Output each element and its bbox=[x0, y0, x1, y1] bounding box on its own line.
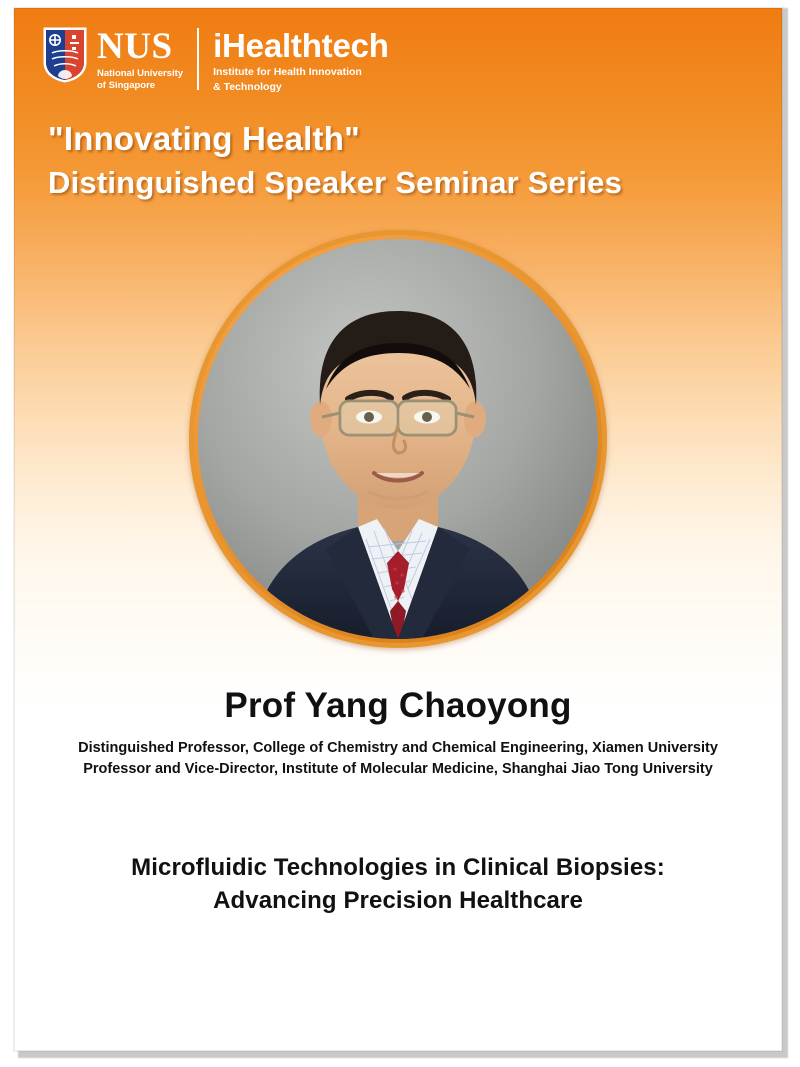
logo-divider bbox=[197, 28, 199, 90]
nus-wordmark bbox=[97, 26, 183, 92]
nus-fullname-line2: of Singapore bbox=[97, 80, 156, 91]
series-title-line1: "Innovating Health" bbox=[48, 120, 360, 157]
header-logo-bar bbox=[42, 26, 389, 94]
speaker-portrait-frame bbox=[189, 230, 607, 648]
poster-canvas bbox=[14, 8, 782, 1051]
seminar-series-title bbox=[48, 120, 748, 202]
affiliation-line-2: Professor and Vice-Director, Institute of Molecular Medicine, Shanghai Jiao Tong University bbox=[83, 761, 713, 777]
institute-sub-line1: Institute for Health Innovation bbox=[213, 66, 362, 78]
talk-title-line-2: Advancing Precision Healthcare bbox=[213, 887, 583, 914]
institute-sub-line2: & Technology bbox=[213, 81, 282, 93]
ihealthtech-wordmark bbox=[213, 26, 389, 94]
nus-crest-icon bbox=[42, 26, 88, 84]
institute-name: iHealthtech bbox=[213, 27, 389, 64]
talk-title bbox=[14, 851, 782, 917]
portrait-illustration bbox=[198, 239, 598, 639]
speaker-affiliations bbox=[14, 738, 782, 780]
nus-fullname-line1: National University bbox=[97, 68, 184, 79]
affiliation-line-1: Distinguished Professor, College of Chemistry and Chemical Engineering, Xiamen University bbox=[78, 740, 718, 756]
series-title-line2: Distinguished Speaker Seminar Series bbox=[48, 165, 623, 200]
speaker-name: Prof Yang Chaoyong bbox=[224, 686, 572, 725]
nus-abbrev: NUS bbox=[97, 26, 173, 67]
talk-title-line-1: Microfluidic Technologies in Clinical Biopsies: bbox=[131, 854, 665, 881]
speaker-portrait bbox=[198, 239, 598, 639]
